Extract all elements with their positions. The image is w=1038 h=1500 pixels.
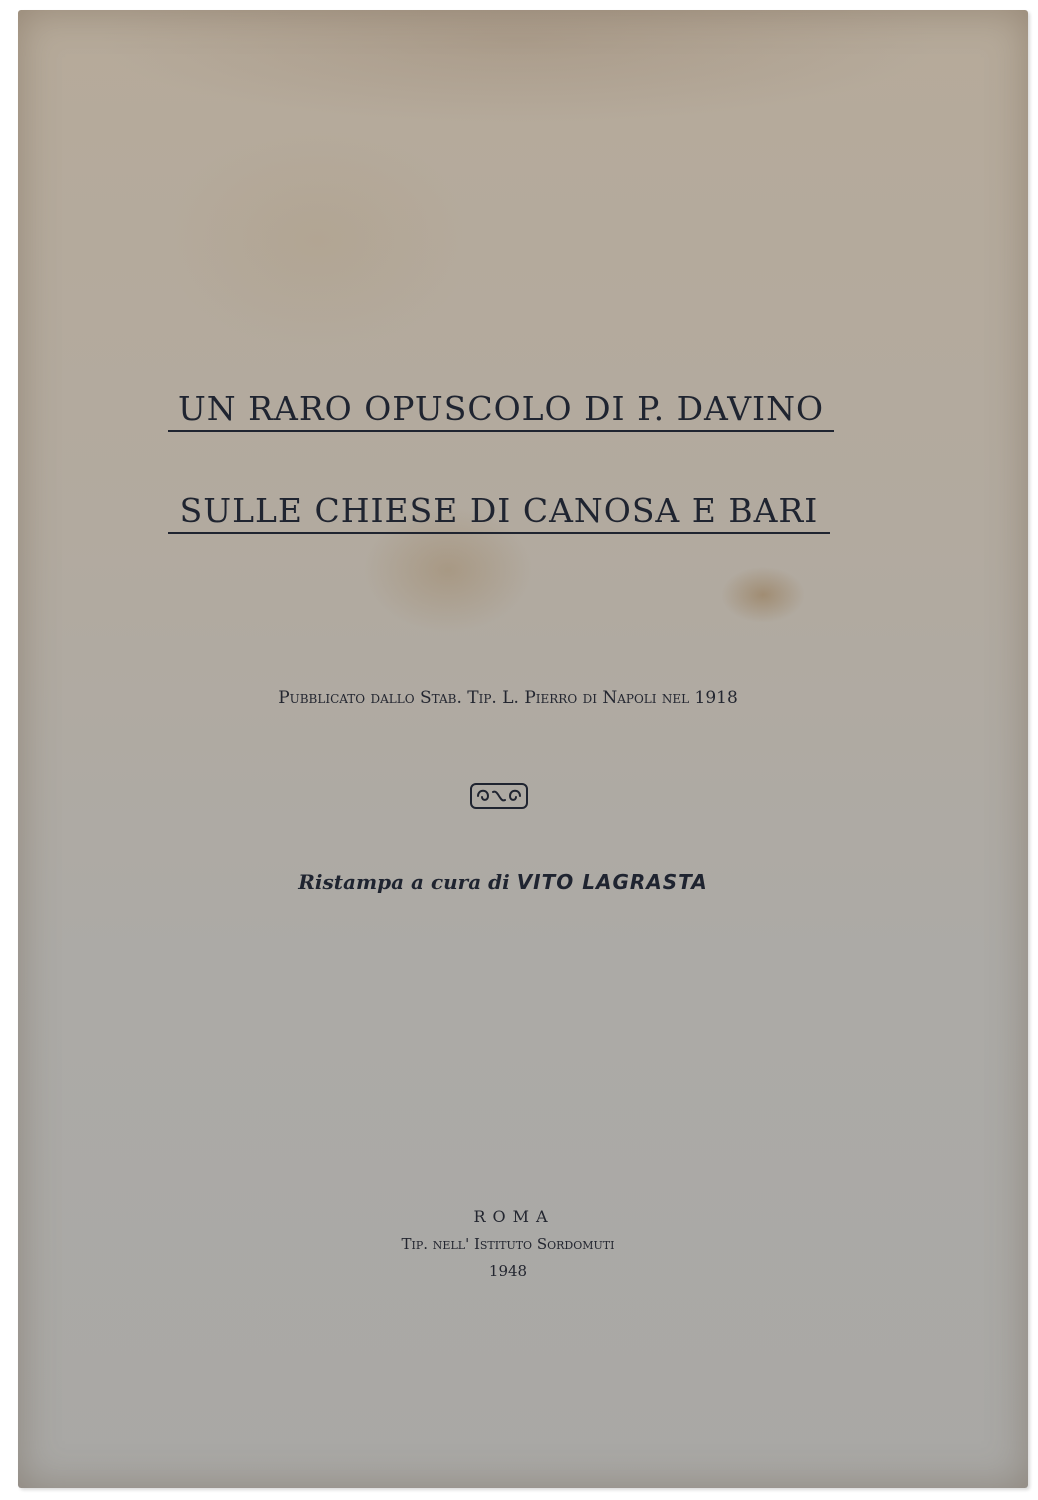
- title-line-2: SULLE CHIESE DI CANOSA E BARI: [168, 491, 830, 534]
- imprint-city: ROMA: [473, 1207, 555, 1226]
- book-cover: [18, 10, 1028, 1488]
- title-line-1: UN RARO OPUSCOLO DI P. DAVINO: [168, 389, 834, 432]
- scroll-ornament-icon: [470, 783, 528, 809]
- imprint-printer: Tip. nell' Istituto Sordomuti: [401, 1235, 615, 1253]
- editor-prefix: Ristampa a cura di: [298, 870, 510, 894]
- publisher-note: Pubblicato dallo Stab. Tip. L. Pierro di Napoli nel 1918: [278, 688, 738, 708]
- editor-name: VITO LAGRASTA: [516, 870, 708, 894]
- imprint-year: 1948: [488, 1262, 528, 1280]
- editor-credit: [273, 870, 733, 894]
